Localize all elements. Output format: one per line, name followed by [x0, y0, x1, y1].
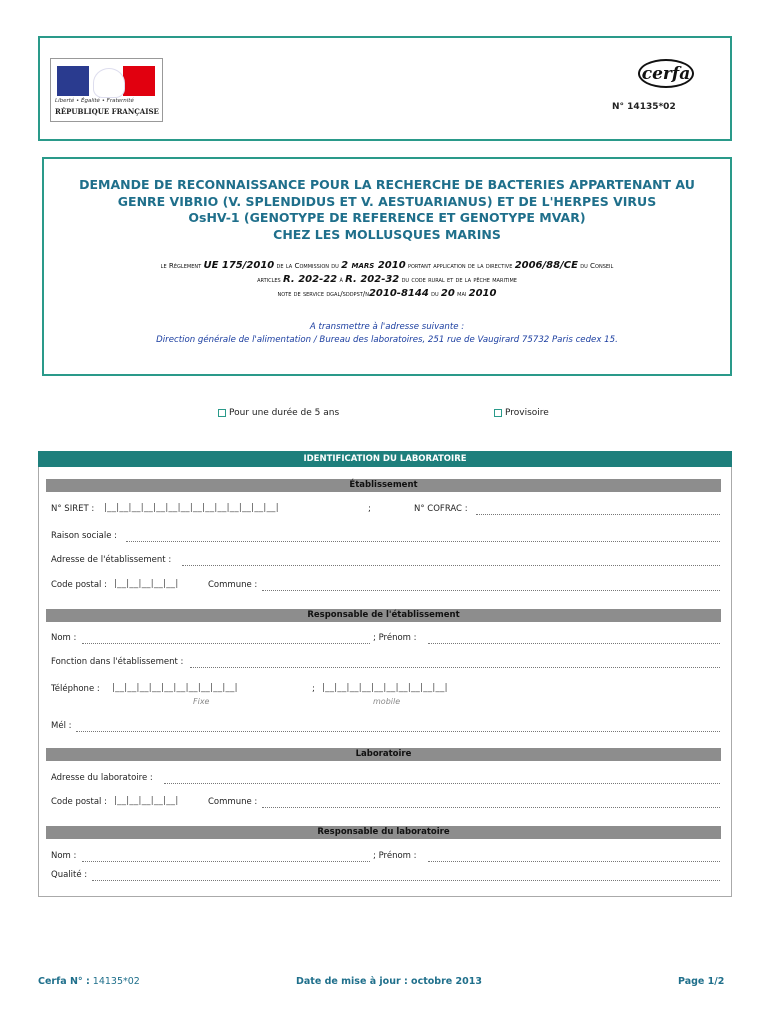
fonction-label: Fonction dans l'établissement : [51, 657, 184, 667]
code-postal-labo-field[interactable]: |__|__|__|__|__| [114, 796, 179, 806]
telephone-fixe-field[interactable]: |__|__|__|__|__|__|__|__|__|__| [112, 683, 238, 693]
footer-update-date: Date de mise à jour : octobre 2013 [296, 976, 482, 987]
adresse-etab-label: Adresse de l'établissement : [51, 555, 172, 565]
commune-field[interactable] [262, 590, 720, 591]
section-laboratory: Laboratoire [46, 748, 721, 761]
republique-francaise-logo [50, 58, 163, 122]
footer-page: Page 1/2 [678, 976, 725, 987]
raison-sociale-label: Raison sociale : [51, 531, 118, 541]
qualite-label: Qualité : [51, 870, 88, 880]
regulation-line-3: note de service dgal/sddpst/n2010-8144 du 20 mai 2010 [277, 288, 497, 299]
checkbox[interactable] [494, 409, 502, 417]
adresse-labo-label: Adresse du laboratoire : [51, 773, 153, 783]
cerfa-number: N° 14135*02 [612, 102, 676, 112]
identification-title: IDENTIFICATION DU LABORATOIRE [38, 451, 732, 467]
cofrac-field[interactable] [476, 514, 720, 515]
nom-resp-labo-field[interactable] [82, 861, 370, 862]
code-postal-field[interactable]: |__|__|__|__|__| [114, 579, 179, 589]
checkbox[interactable] [218, 409, 226, 417]
section-resp-establishment: Responsable de l'établissement [46, 609, 721, 622]
logo-republic-text: RÉPUBLIQUE FRANÇAISE [55, 107, 159, 116]
nom-resp-labo-label: Nom : [51, 851, 77, 861]
cofrac-label: N° COFRAC : [414, 504, 468, 514]
address-text: Direction générale de l'alimentation / Bureau des laboratoires, 251 rue de Vaugirard 75732 Paris cedex 15. [156, 335, 618, 345]
adresse-labo-field[interactable] [164, 783, 720, 784]
telephone-mobile-field[interactable]: |__|__|__|__|__|__|__|__|__|__| [322, 683, 448, 693]
regulation-line-2: articles R. 202-22 à R. 202-32 du code rural et de la pêche maritime [257, 274, 517, 285]
raison-sociale-field[interactable] [126, 541, 720, 542]
siret-field[interactable]: |__|__|__|__|__|__|__|__|__|__|__|__|__|__| [104, 503, 279, 513]
prenom-label: ; Prénom : [373, 633, 417, 643]
code-postal-label: Code postal : [51, 580, 107, 590]
form-title: DEMANDE DE RECONNAISSANCE POUR LA RECHERCHE DE BACTERIES APPARTENANT AU GENRE VIBRIO (V. SPLENDIDUS ET V. AESTUARIANUS) ET DE L'HERPES VIRUS OsHV-1 (GENOTYPE DE REFERENCE ET GENOTYPE MVAR) CHEZ LES MOLLUSQUES MARINS [79, 177, 695, 242]
footer-cerfa: Cerfa N° : 14135*02 [38, 976, 140, 987]
prenom-resp-labo-field[interactable] [428, 861, 720, 862]
adresse-etab-field[interactable] [182, 565, 720, 566]
logo-motto: Liberté • Égalité • Fraternité [55, 98, 134, 104]
prenom-resp-labo-label: ; Prénom : [373, 851, 417, 861]
mel-field[interactable] [76, 731, 720, 732]
commune-label: Commune : [208, 580, 258, 590]
nom-field[interactable] [82, 643, 370, 644]
commune-labo-label: Commune : [208, 797, 258, 807]
commune-labo-field[interactable] [262, 807, 720, 808]
flag-graphic [57, 66, 155, 96]
cerfa-logo: cerfa [638, 59, 694, 88]
fixe-caption: Fixe [193, 697, 210, 706]
address-intro: A transmettre à l'adresse suivante : [309, 322, 465, 332]
mobile-caption: mobile [373, 697, 401, 706]
nom-label: Nom : [51, 633, 77, 643]
prenom-field[interactable] [428, 643, 720, 644]
siret-label: N° SIRET : [51, 504, 95, 514]
qualite-field[interactable] [92, 880, 720, 881]
section-establishment: Établissement [46, 479, 721, 492]
mel-label: Mél : [51, 721, 72, 731]
code-postal-labo-label: Code postal : [51, 797, 107, 807]
telephone-separator: ; [312, 684, 315, 694]
fonction-field[interactable] [190, 667, 720, 668]
separator: ; [368, 504, 371, 514]
option-provisional[interactable]: Provisoire [494, 408, 549, 418]
regulation-line-1: le Règlement UE 175/2010 de la Commission du 2 mars 2010 portant application de la directive 2006/88/CE du Conseil [160, 260, 614, 271]
option-five-years[interactable]: Pour une durée de 5 ans [218, 408, 339, 418]
telephone-label: Téléphone : [51, 684, 100, 694]
section-resp-laboratory: Responsable du laboratoire [46, 826, 721, 839]
